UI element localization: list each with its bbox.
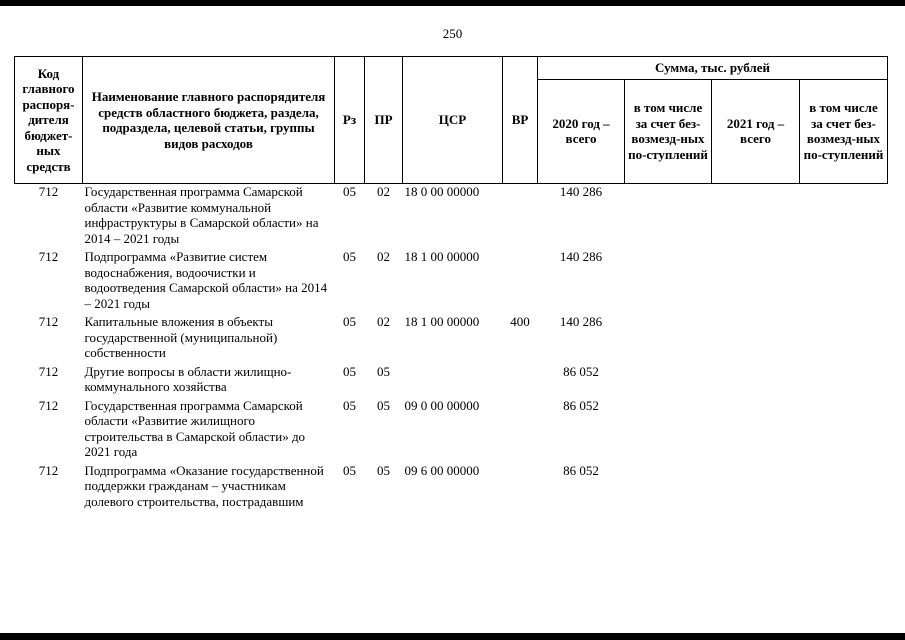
cell-2020-grants (625, 463, 712, 513)
cell-csr: 18 1 00 00000 (404, 314, 480, 329)
budget-table (14, 56, 888, 512)
table-row (15, 398, 888, 463)
cell-rz: 05 (343, 462, 356, 478)
cell-2020-total: 86 052 (563, 397, 599, 413)
cell-rz: 05 (343, 314, 356, 329)
cell-pr: 05 (377, 397, 390, 413)
page-number: 250 (442, 26, 463, 41)
cell-rz: 05 (343, 184, 356, 199)
cell-2021-grants (800, 463, 888, 513)
cell-rz: 05 (343, 363, 356, 379)
cell-vr (503, 249, 538, 314)
cell-2020-grants (625, 184, 712, 250)
top-rule (0, 0, 905, 6)
cell-csr: 09 0 00 00000 (404, 397, 480, 413)
cell-2020-total: 86 052 (563, 462, 599, 478)
cell-rz: 05 (343, 397, 356, 413)
header-2020-total: 2020 год – всего (538, 79, 625, 183)
cell-code: 712 (38, 314, 59, 329)
cell-rz: 05 (343, 249, 356, 264)
cell-2021-grants (800, 314, 888, 364)
table-row (15, 249, 888, 314)
table-row (15, 314, 888, 364)
cell-csr: 18 0 00 00000 (404, 184, 480, 199)
cell-2020-total: 86 052 (563, 363, 599, 379)
header-csr: ЦСР (403, 57, 503, 184)
header-code: Код главного распоря-дителя бюджет-ных средств (15, 57, 83, 184)
cell-csr (403, 364, 503, 398)
cell-name: Подпрограмма «Развитие систем водоснабжения, водоочистки и водоотведения Самарской области» на 2014 – 2021 годы (84, 249, 328, 311)
cell-code: 712 (38, 462, 59, 478)
cell-code: 712 (38, 363, 59, 379)
table-row (15, 364, 888, 398)
cell-name: Капитальные вложения в объекты государственной (муниципальной) собственности (84, 314, 278, 360)
cell-code: 712 (38, 249, 59, 264)
cell-vr (503, 463, 538, 513)
cell-pr: 02 (377, 249, 390, 264)
cell-pr: 02 (377, 184, 390, 199)
cell-2020-grants (625, 314, 712, 364)
cell-csr: 09 6 00 00000 (404, 462, 480, 478)
cell-2021-grants (800, 364, 888, 398)
cell-pr: 05 (377, 462, 390, 478)
header-rz: Рз (335, 57, 365, 184)
cell-code: 712 (38, 184, 59, 199)
cell-vr (503, 364, 538, 398)
table-header (15, 57, 888, 184)
cell-2020-grants (625, 398, 712, 463)
cell-name: Подпрограмма «Оказание государственной поддержки гражданам – участникам долевого строительства, пострадавшим (84, 462, 324, 509)
header-name: Наименование главного распорядителя средств областного бюджета, раздела, подраздела, целевой статьи, группы видов расходов (83, 57, 335, 184)
cell-2021-total (712, 398, 800, 463)
cell-pr: 05 (377, 363, 390, 379)
table-body (15, 184, 888, 513)
table-row (15, 184, 888, 250)
cell-2021-grants (800, 184, 888, 250)
header-2021-grants: в том числе за счет без-возмезд-ных по-ступлений (800, 79, 888, 183)
cell-pr: 02 (377, 314, 390, 329)
cell-2021-grants (800, 249, 888, 314)
cell-2021-total (712, 184, 800, 250)
header-2020-grants: в том числе за счет без-возмезд-ных по-ступлений (625, 79, 712, 183)
header-pr: ПР (365, 57, 403, 184)
cell-name: Государственная программа Самарской области «Развитие коммунальной инфраструктуры в Самарской области» на 2014 – 2021 годы (84, 184, 319, 246)
cell-2020-grants (625, 364, 712, 398)
cell-name: Другие вопросы в области жилищно-коммунального хозяйства (84, 363, 292, 394)
header-sum-group: Сумма, тыс. рублей (538, 57, 888, 80)
header-vr: ВР (503, 57, 538, 184)
cell-vr (503, 184, 538, 250)
cell-2020-total: 140 286 (559, 314, 603, 329)
cell-2021-total (712, 314, 800, 364)
cell-2021-total (712, 364, 800, 398)
cell-2020-grants (625, 249, 712, 314)
table-row (15, 463, 888, 513)
cell-2021-total (712, 463, 800, 513)
cell-vr: 400 (510, 314, 530, 329)
bottom-rule (0, 633, 905, 640)
cell-code: 712 (38, 397, 59, 413)
cell-2021-grants (800, 398, 888, 463)
cell-name: Государственная программа Самарской области «Развитие жилищного строительства в Самарской области» до 2021 года (84, 397, 306, 459)
header-2021-total: 2021 год – всего (712, 79, 800, 183)
cell-2020-total: 140 286 (559, 249, 603, 264)
cell-vr (503, 398, 538, 463)
cell-csr: 18 1 00 00000 (404, 249, 480, 264)
cell-2020-total: 140 286 (559, 184, 603, 199)
cell-2021-total (712, 249, 800, 314)
